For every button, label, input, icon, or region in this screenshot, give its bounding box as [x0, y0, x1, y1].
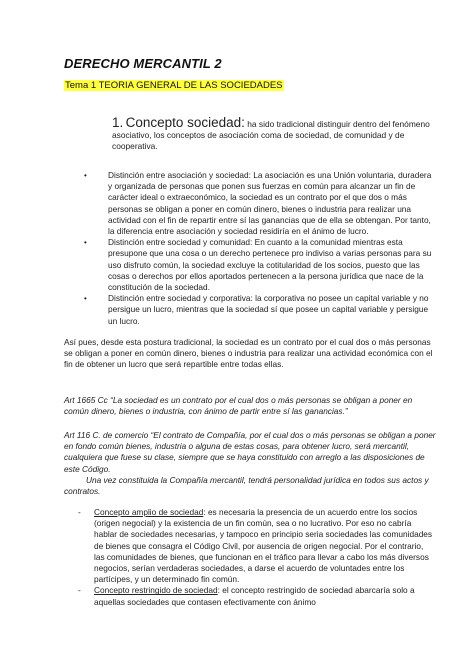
- list-item: [76, 507, 436, 585]
- bullet-text: Distinción entre sociedad y corporativa: la corporativa no posee un capital variable y no persigue un lucro, mientras que la sociedad sí que posee un capital variable y persigue un lucro.: [108, 293, 429, 326]
- article-116-quote: [64, 430, 436, 497]
- concept-term: Concepto restringido de sociedad: [94, 585, 218, 596]
- bullet-text: Distinción entre sociedad y comunidad: En cuanto a la comunidad mientras esta presupone que una cosa o un derecho pertenece pro indiviso a varias personas para su uso disfruto común, la sociedad excluye la cotitularidad de los socios, puesto que las cosas o derechos por ellos aportados pertenecen a la persona jurídica que nace de la constitución de la sociedad.: [108, 237, 432, 293]
- concept-term: Concepto amplio de sociedad: [94, 507, 204, 517]
- document-subtitle-highlighted: Tema 1 TEORIA GENERAL DE LAS SOCIEDADES: [65, 80, 283, 91]
- section-number: 1.: [112, 115, 124, 130]
- article-116-continuation: Una vez constituida la Compañía mercantil, tendrá personalidad jurídica en todos sus actos y contratos.: [64, 474, 429, 497]
- section-concepto-sociedad: [112, 117, 432, 153]
- distinctions-list: [84, 170, 436, 327]
- bullet-icon: •: [84, 294, 87, 304]
- article-1665-quote: Art 1665 Cc “La sociedad es un contrato por el cual dos o más personas se obligan a poner en común dinero, bienes o industria, con ánimo de partir entre sí las ganancias.”: [64, 395, 413, 417]
- bullet-icon: •: [84, 171, 87, 180]
- document-title: DERECHO MERCANTIL 2: [64, 56, 222, 71]
- bullet-icon: •: [84, 238, 87, 248]
- concept-text: : es necesaria la presencia de un acuerdo entre los socios (origen negocial) y la existencia de un fin común, sea o no lucrativo. Por eso no cabría hablar de sociedades necesarias, y tampoco en principio seria sociedades las comunidades de bienes que consagra el Código Civil, por ausencia de origen negocial. Por el contrario, las comunidades de bienes, que funcionan en el tráfico para llevar a cabo los más diversos negocios, serían verdaderas sociedades, a darse el acuerdo de voluntades entre los partícipes, y un determinado fin común.: [94, 507, 433, 585]
- list-item: [76, 585, 436, 607]
- bullet-text: Distinción entre asociación y sociedad: La asociación es una Unión voluntaria, duradera y organizada de personas que ponen sus fuerzas en común para alcanzar un fin de carácter ideal o extraeconómico, la sociedad es un contrato por el que dos o más personas se obligan a poner en común dinero, bienes o industria para realizar una actividad con el fin de repartir entre sí las ganancias que de ella se obtengan. Por tanto, la diferencia entre asociación y sociedad residiría en el ánimo de lucro.: [108, 170, 432, 237]
- article-116-text: Art 116 C. de comercio “El contrato de Compañía, por el cual dos o más personas se obligan a poner en fondo común bienes, industria o alguna de estas cosas, para obtener lucro, será mercantil, cualquiera que fuese su clase, siempre que se haya constituido con arreglo a las disposiciones de este Código.: [64, 430, 436, 474]
- section-intro-text: ha sido tradicional distinguir dentro del fenómeno asociativo, los conceptos de asociación coma de sociedad, de comunidad y de cooperativa.: [112, 119, 430, 152]
- list-item: [84, 293, 436, 327]
- concepts-list: [76, 507, 436, 608]
- list-item: [84, 170, 436, 237]
- section-heading: Concepto sociedad:: [125, 115, 245, 130]
- dash-icon: -: [78, 585, 81, 596]
- dash-icon: -: [78, 507, 81, 517]
- concept-text: : el concepto restringido de sociedad abarcaría solo a aquellas sociedades que contasen efectivamente con ánimo: [94, 585, 415, 607]
- paragraph-traditional-view: Así pues, desde esta postura tradicional, la sociedad es un contrato por el cual dos o más personas se obligan a poner en común dinero, bienes o industria para realizar una actividad económica con el fin de obtener un lucro que será repartible entre todas ellas.: [64, 337, 433, 370]
- list-item: [84, 237, 436, 293]
